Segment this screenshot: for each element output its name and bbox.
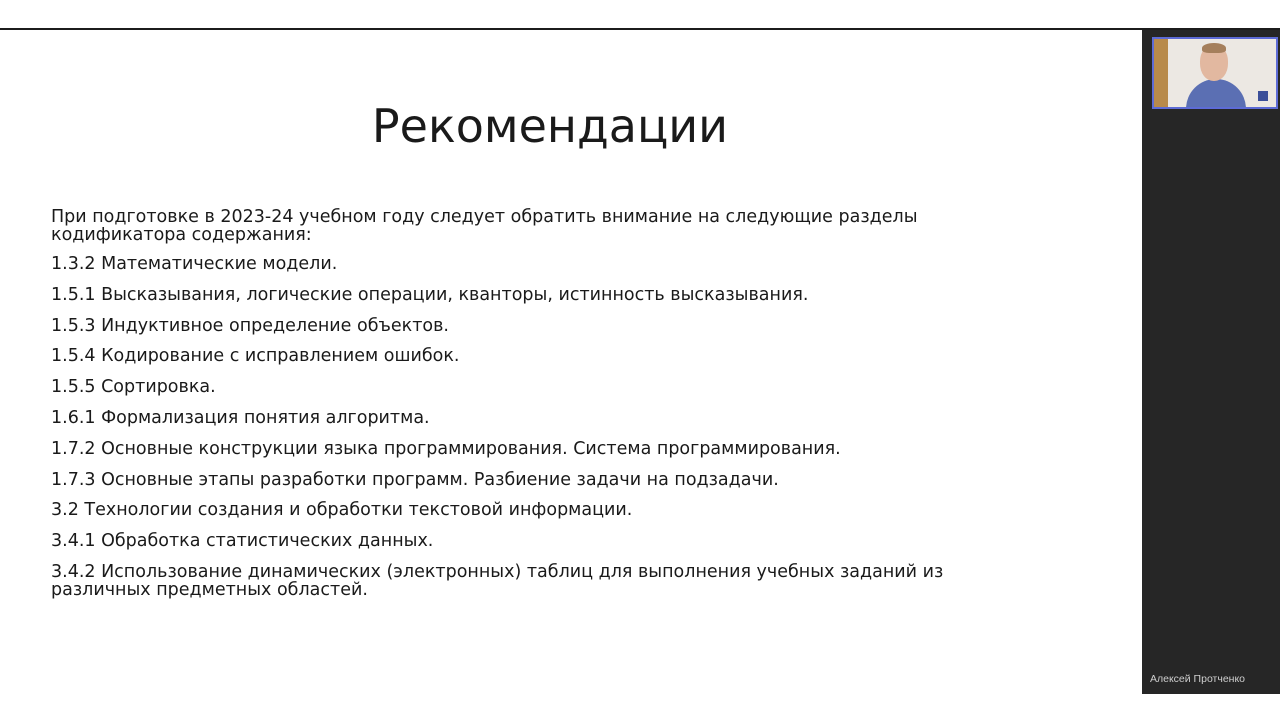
list-item: 1.5.4 Кодирование с исправлением ошибок. <box>51 346 460 367</box>
top-bar <box>0 0 1280 30</box>
shared-slide <box>0 30 1142 694</box>
list-item: 1.3.2 Математические модели. <box>51 254 338 274</box>
list-item: 1.5.1 Высказывания, логические операции, кванторы, истинность высказывания. <box>51 284 809 305</box>
bottom-bar <box>0 694 1280 720</box>
slide-title: Рекомендации <box>371 99 729 153</box>
list-item: 1.7.2 Основные конструкции языка программирования. Система программирования. <box>51 438 841 459</box>
list-item: 1.6.1 Формализация понятия алгоритма. <box>51 407 430 428</box>
list-item: 3.2 Технологии создания и обработки текстовой информации. <box>51 500 633 521</box>
list-item: 3.4.1 Обработка статистических данных. <box>51 531 434 552</box>
list-item: 1.7.3 Основные этапы разработки программ. Разбиение задачи на подзадачи. <box>51 469 779 490</box>
list-item: 1.5.5 Сортировка. <box>51 377 216 398</box>
door-frame <box>1154 39 1168 109</box>
list-item: 1.5.3 Индуктивное определение объектов. <box>51 315 449 336</box>
video-detail <box>1258 91 1268 101</box>
slide-body <box>51 208 1011 599</box>
participants-sidebar <box>1142 30 1280 694</box>
list-item: 3.4.2 Использование динамических (электронных) таблиц для выполнения учебных заданий из различных предметных областей. <box>51 561 944 600</box>
participant-name: Алексей Протченко <box>1150 673 1246 685</box>
slide-intro: При подготовке в 2023-24 учебном году следует обратить внимание на следующие разделы кодификатора содержания: <box>51 207 918 245</box>
participant-video-tile[interactable] <box>1152 37 1278 109</box>
speaker-hair <box>1202 43 1226 53</box>
